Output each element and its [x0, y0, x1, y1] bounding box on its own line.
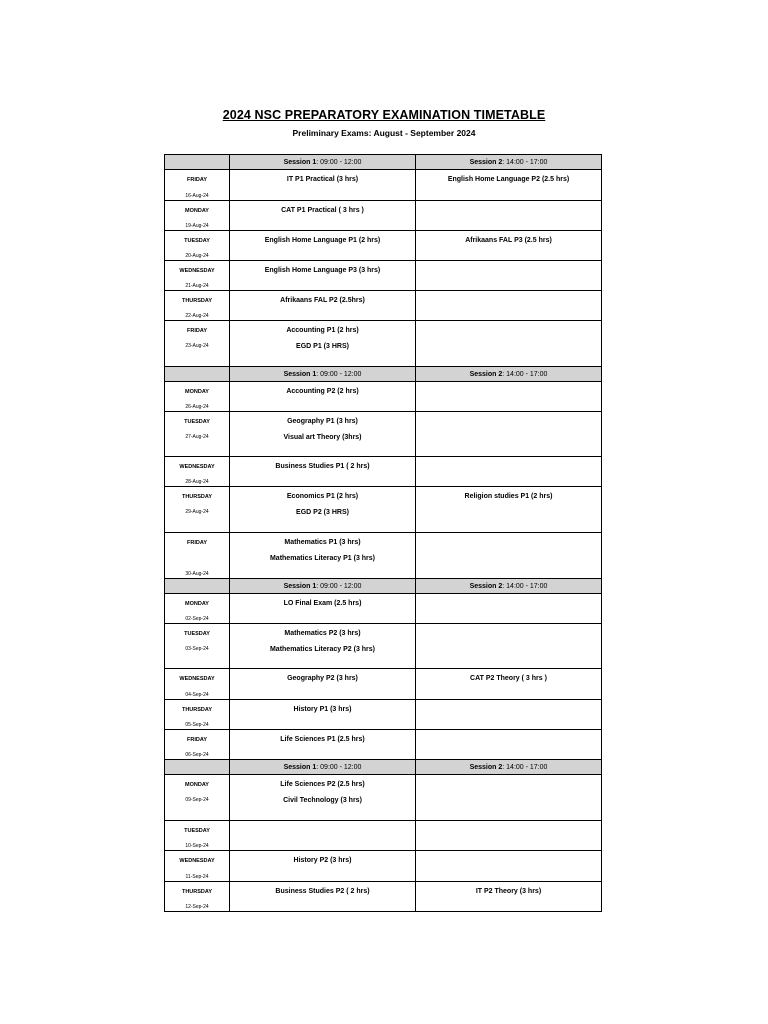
- exam-entry: Civil Technology (3 hrs): [283, 797, 362, 804]
- day-cell: [165, 730, 230, 760]
- day-date: 26-Aug-24: [185, 404, 209, 410]
- day-name: MONDAY: [185, 601, 209, 607]
- exam-entry: Geography P1 (3 hrs): [287, 418, 358, 425]
- session1-cell: [230, 730, 416, 760]
- table-row: [165, 291, 602, 321]
- session2-cell: [416, 201, 602, 231]
- day-name: MONDAY: [185, 782, 209, 788]
- exam-entry: English Home Language P3 (3 hrs): [264, 267, 381, 274]
- day-cell: [165, 321, 230, 367]
- session2-cell: [416, 533, 602, 579]
- session2-cell: [416, 321, 602, 367]
- exam-entry: Visual art Theory (3hrs): [283, 434, 362, 441]
- day-cell: [165, 624, 230, 669]
- day-date: 22-Aug-24: [185, 313, 209, 319]
- table-row: [165, 700, 602, 730]
- session1-header: [230, 155, 416, 170]
- day-cell: [165, 382, 230, 412]
- day-name: WEDNESDAY: [179, 676, 215, 682]
- exam-entry: Accounting P1 (2 hrs): [286, 327, 359, 334]
- day-name: THURSDAY: [181, 494, 213, 500]
- session2-label: Session 2: [469, 582, 503, 590]
- exam-entry: Business Studies P2 ( 2 hrs): [275, 888, 370, 895]
- day-name: MONDAY: [185, 389, 209, 395]
- session2-time: : 14:00 - 17:00: [502, 158, 548, 166]
- session2-time: : 14:00 - 17:00: [502, 370, 548, 378]
- session1-cell: [230, 231, 416, 261]
- day-date: 10-Sep-24: [185, 843, 209, 849]
- day-date: 06-Sep-24: [185, 752, 209, 758]
- session1-cell: [230, 291, 416, 321]
- day-cell: [165, 261, 230, 291]
- day-cell: [165, 170, 230, 201]
- table-row: [165, 231, 602, 261]
- session-header-row: [165, 155, 602, 170]
- table-row: [165, 487, 602, 533]
- table-row: [165, 821, 602, 851]
- day-name: FRIDAY: [187, 737, 207, 743]
- day-date: 23-Aug-24: [185, 343, 209, 349]
- session2-cell: [416, 382, 602, 412]
- session1-cell: [230, 412, 416, 457]
- session1-cell: [230, 533, 416, 579]
- session2-cell: [416, 291, 602, 321]
- session1-cell: [230, 382, 416, 412]
- day-cell: [165, 291, 230, 321]
- session1-cell: [230, 624, 416, 669]
- exam-entry: CAT P1 Practical ( 3 hrs ): [281, 207, 364, 214]
- session1-cell: [230, 700, 416, 730]
- session2-cell: [416, 487, 602, 533]
- session2-cell: [416, 775, 602, 821]
- day-name: FRIDAY: [187, 328, 207, 334]
- exam-entry: Mathematics P2 (3 hrs): [284, 630, 361, 637]
- day-cell: [165, 851, 230, 882]
- day-cell: [165, 669, 230, 700]
- day-date: 19-Aug-24: [185, 223, 209, 229]
- session1-header: [230, 579, 416, 594]
- day-date: 05-Sep-24: [185, 722, 209, 728]
- exam-entry: Mathematics Literacy P1 (3 hrs): [269, 555, 376, 562]
- day-name: FRIDAY: [187, 177, 207, 183]
- exam-entry: Accounting P2 (2 hrs): [286, 388, 359, 395]
- session2-time: : 14:00 - 17:00: [502, 582, 548, 590]
- day-date: 09-Sep-24: [185, 797, 209, 803]
- day-name: THURSDAY: [181, 707, 213, 713]
- day-cell: [165, 231, 230, 261]
- day-name: TUESDAY: [184, 828, 210, 834]
- document-subtitle: Preliminary Exams: August - September 2024: [292, 128, 476, 138]
- exam-entry: History P2 (3 hrs): [293, 857, 352, 864]
- table-row: [165, 882, 602, 912]
- table-row: [165, 730, 602, 760]
- session2-cell: [416, 669, 602, 700]
- table-row: [165, 201, 602, 231]
- session1-label: Session 1: [283, 763, 317, 771]
- table-row: [165, 382, 602, 412]
- session1-cell: [230, 851, 416, 882]
- exam-entry: IT P2 Theory (3 hrs): [475, 888, 542, 895]
- session2-cell: [416, 412, 602, 457]
- session1-label: Session 1: [283, 582, 317, 590]
- session1-cell: [230, 669, 416, 700]
- exam-entry: Afrikaans FAL P2 (2.5hrs): [280, 297, 365, 304]
- session-header-row: [165, 760, 602, 775]
- exam-entry: English Home Language P2 (2.5 hrs): [447, 176, 570, 183]
- session2-cell: [416, 730, 602, 760]
- day-name: WEDNESDAY: [179, 268, 215, 274]
- day-date: 03-Sep-24: [185, 646, 209, 652]
- day-name: MONDAY: [185, 208, 209, 214]
- session1-label: Session 1: [283, 370, 317, 378]
- day-cell: [165, 821, 230, 851]
- day-name: THURSDAY: [181, 298, 213, 304]
- session2-cell: [416, 851, 602, 882]
- day-cell: [165, 775, 230, 821]
- exam-entry: Mathematics Literacy P2 (3 hrs): [269, 646, 376, 653]
- session2-header: [416, 760, 602, 775]
- day-name: TUESDAY: [184, 419, 210, 425]
- day-cell: [165, 533, 230, 579]
- day-date: 04-Sep-24: [185, 692, 209, 698]
- header-blank-cell: [165, 155, 230, 170]
- timetable-body: [165, 155, 602, 912]
- session2-label: Session 2: [469, 158, 503, 166]
- table-row: [165, 669, 602, 700]
- day-name: WEDNESDAY: [179, 858, 215, 864]
- session1-time: : 09:00 - 12:00: [316, 763, 362, 771]
- session1-time: : 09:00 - 12:00: [316, 370, 362, 378]
- session2-cell: [416, 170, 602, 201]
- session1-cell: [230, 821, 416, 851]
- table-row: [165, 775, 602, 821]
- day-date: 27-Aug-24: [185, 434, 209, 440]
- day-cell: [165, 594, 230, 624]
- session1-cell: [230, 201, 416, 231]
- session-header-row: [165, 579, 602, 594]
- session1-label: Session 1: [283, 158, 317, 166]
- day-name: TUESDAY: [184, 631, 210, 637]
- session1-cell: [230, 170, 416, 201]
- session1-cell: [230, 487, 416, 533]
- day-date: 16-Aug-24: [185, 193, 209, 199]
- day-name: FRIDAY: [187, 540, 207, 546]
- day-cell: [165, 412, 230, 457]
- timetable: [164, 154, 602, 912]
- exam-entry: Geography P2 (3 hrs): [287, 675, 358, 682]
- day-date: 11-Sep-24: [185, 874, 209, 880]
- session1-time: : 09:00 - 12:00: [316, 158, 362, 166]
- table-row: [165, 412, 602, 457]
- session-header-row: [165, 367, 602, 382]
- session2-cell: [416, 882, 602, 912]
- table-row: [165, 624, 602, 669]
- table-row: [165, 170, 602, 201]
- day-date: 21-Aug-24: [185, 283, 209, 289]
- session2-header: [416, 155, 602, 170]
- session2-cell: [416, 700, 602, 730]
- table-row: [165, 321, 602, 367]
- session1-cell: [230, 594, 416, 624]
- exam-entry: CAT P2 Theory ( 3 hrs ): [470, 675, 547, 682]
- header-blank-cell: [165, 760, 230, 775]
- session2-header: [416, 579, 602, 594]
- exam-entry: Business Studies P1 ( 2 hrs): [275, 463, 370, 470]
- session1-header: [230, 367, 416, 382]
- exam-entry: Afrikaans FAL P3 (2.5 hrs): [465, 237, 552, 244]
- session2-cell: [416, 231, 602, 261]
- day-date: 28-Aug-24: [185, 479, 209, 485]
- table-row: [165, 533, 602, 579]
- exam-entry: Economics P1 (2 hrs): [286, 493, 359, 500]
- session2-label: Session 2: [469, 763, 503, 771]
- day-cell: [165, 457, 230, 487]
- session1-cell: [230, 457, 416, 487]
- table-row: [165, 261, 602, 291]
- day-name: THURSDAY: [181, 889, 213, 895]
- exam-entry: EGD P2 (3 HRS): [296, 509, 349, 516]
- day-date: 12-Sep-24: [185, 904, 209, 910]
- exam-entry: Religion studies P1 (2 hrs): [464, 493, 553, 500]
- header-blank-cell: [165, 367, 230, 382]
- day-date: 20-Aug-24: [185, 253, 209, 259]
- session1-cell: [230, 261, 416, 291]
- day-date: 29-Aug-24: [185, 509, 209, 515]
- session1-time: : 09:00 - 12:00: [316, 582, 362, 590]
- document-title: 2024 NSC PREPARATORY EXAMINATION TIMETABLE: [222, 108, 546, 122]
- session2-header: [416, 367, 602, 382]
- session1-header: [230, 760, 416, 775]
- table-row: [165, 851, 602, 882]
- session2-cell: [416, 594, 602, 624]
- session2-cell: [416, 624, 602, 669]
- table-row: [165, 594, 602, 624]
- session2-label: Session 2: [469, 370, 503, 378]
- session2-time: : 14:00 - 17:00: [502, 763, 548, 771]
- session2-cell: [416, 261, 602, 291]
- exam-entry: Life Sciences P2 (2.5 hrs): [280, 781, 365, 788]
- day-cell: [165, 201, 230, 231]
- session1-cell: [230, 321, 416, 367]
- session2-cell: [416, 457, 602, 487]
- exam-entry: Mathematics P1 (3 hrs): [284, 539, 361, 546]
- exam-entry: History P1 (3 hrs): [293, 706, 352, 713]
- exam-entry: Life Sciences P1 (2.5 hrs): [280, 736, 365, 743]
- exam-entry: LO Final Exam (2.5 hrs): [283, 600, 362, 607]
- header-blank-cell: [165, 579, 230, 594]
- day-cell: [165, 487, 230, 533]
- day-cell: [165, 882, 230, 912]
- day-name: WEDNESDAY: [179, 464, 215, 470]
- day-date: 02-Sep-24: [185, 616, 209, 622]
- day-cell: [165, 700, 230, 730]
- exam-entry: English Home Language P1 (2 hrs): [264, 237, 381, 244]
- exam-entry: EGD P1 (3 HRS): [296, 343, 349, 350]
- session1-cell: [230, 882, 416, 912]
- day-date: 30-Aug-24: [185, 571, 209, 577]
- exam-entry: IT P1 Practical (3 hrs): [286, 176, 359, 183]
- table-row: [165, 457, 602, 487]
- day-name: TUESDAY: [184, 238, 210, 244]
- session2-cell: [416, 821, 602, 851]
- session1-cell: [230, 775, 416, 821]
